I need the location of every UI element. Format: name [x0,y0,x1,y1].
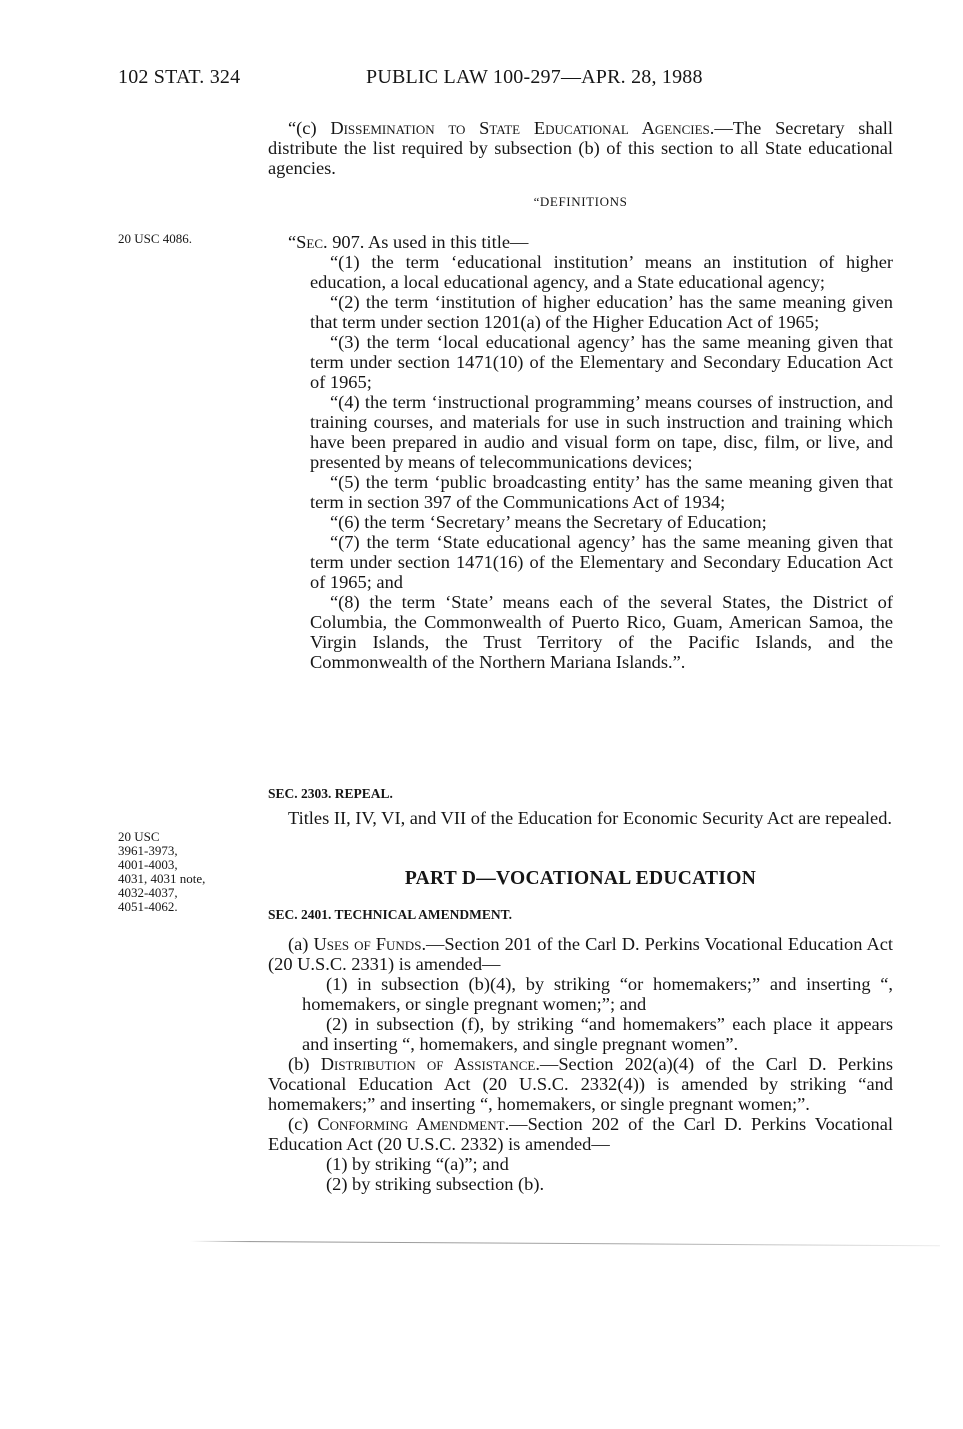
definition-item: “(6) the term ‘Secretary’ means the Secretary of Education; [330,512,767,532]
stat-citation: 102 STAT. 324 [118,66,241,88]
amendment-item: (2) by striking subsection (b). [326,1174,545,1194]
section-907 [268,232,893,672]
amendment-item: (2) in subsection (f), by striking “and homemakers” each place it appears and inserting “, homemakers, and single pregnant women”. [302,1014,893,1054]
definition-item: “(3) the term ‘local educational agency’ has the same meaning given that term under section 1471(10) of the Elementary and Secondary Education Act of 1965; [310,332,893,392]
subsection-c: (c) Conforming Amendment.—Section 202 of the Carl D. Perkins Vocational Education Act (20 U.S.C. 2332) is amended— [268,1114,894,1154]
definition-item: “(4) the term ‘instructional programming’ means courses of instruction, and training courses, and materials for use in such instruction and training which have been prepared in audio and visual form on tape, disc, film, or live, and presented by means of telecommunications devices; [310,392,893,472]
section-2303-heading: SEC. 2303. REPEAL. [268,786,393,801]
definition-item: “(7) the term ‘State educational agency’ has the same meaning given that term under section 1471(16) of the Elementary and Secondary Education Act of 1965; and [310,532,893,592]
definition-item: “(2) the term ‘institution of higher education’ has the same meaning given that term under section 1201(a) of the Higher Education Act of 1965; [310,292,893,332]
margin-note-usc-4086: 20 USC 4086. [118,231,193,246]
definition-item: “(1) the term ‘educational institution’ means an institution of higher education, a local educational agency, and a State educational agency; [310,252,893,292]
subsection-b-heading: Distribution of Assistance [320,1054,536,1074]
amendment-item: (1) by striking “(a)”; and [326,1154,509,1174]
subsection-b: (b) Distribution of Assistance.—Section 202(a)(4) of the Carl D. Perkins Vocational Education Act (20 U.S.C. 2332(4)) is amended by striking “and homemakers;” and inserting “, homemakers, or single pregnant women;”. [268,1054,893,1114]
subsection-c-heading: Conforming Amendment [317,1114,505,1134]
part-d-heading: PART D—VOCATIONAL EDUCATION [404,868,757,889]
end-rule [190,1241,940,1247]
definition-item: “(5) the term ‘public broadcasting entity’ has the same meaning given that term in section 397 of the Communications Act of 1934; [310,472,893,512]
section-907-lead: “Sec. 907. As used in this title— [288,232,529,252]
definition-item: “(8) the term ‘State’ means each of the several States, the District of Columbia, the Commonwealth of Puerto Rico, Guam, American Samoa, the Virgin Islands, the Trust Territory of the Pacific Islands, and the Commonwealth of the Northern Mariana Islands.”. [310,592,893,672]
section-2401-heading: SEC. 2401. TECHNICAL AMENDMENT. [268,907,513,922]
subsection-a-heading: Uses of Funds [313,934,422,954]
law-title: PUBLIC LAW 100-297—APR. 28, 1988 [366,66,703,88]
section-2401-body [268,934,893,1194]
dissemination-heading: Dissemination to State Educational Agencies [330,118,710,138]
definitions-heading: “DEFINITIONS [533,194,628,209]
margin-note-repeal-cites: 20 USC 3961-3973, 4001-4003, 4031, 4031 note, 4032-4037, 4051-4062. [118,829,206,914]
section-2303-text: Titles II, IV, VI, and VII of the Education for Economic Security Act are repealed. [288,808,892,828]
subsection-a: (a) Uses of Funds.—Section 201 of the Carl D. Perkins Vocational Education Act (20 U.S.C. 2331) is amended— [268,934,893,974]
amendment-item: (1) in subsection (b)(4), by striking “or homemakers;” and inserting “, homemakers, or single pregnant women;”; and [302,974,893,1014]
dissemination-paragraph: “(c) Dissemination to State Educational Agencies.—The Secretary shall distribute the list required by subsection (b) of this section to all State educational agencies. [268,118,893,178]
